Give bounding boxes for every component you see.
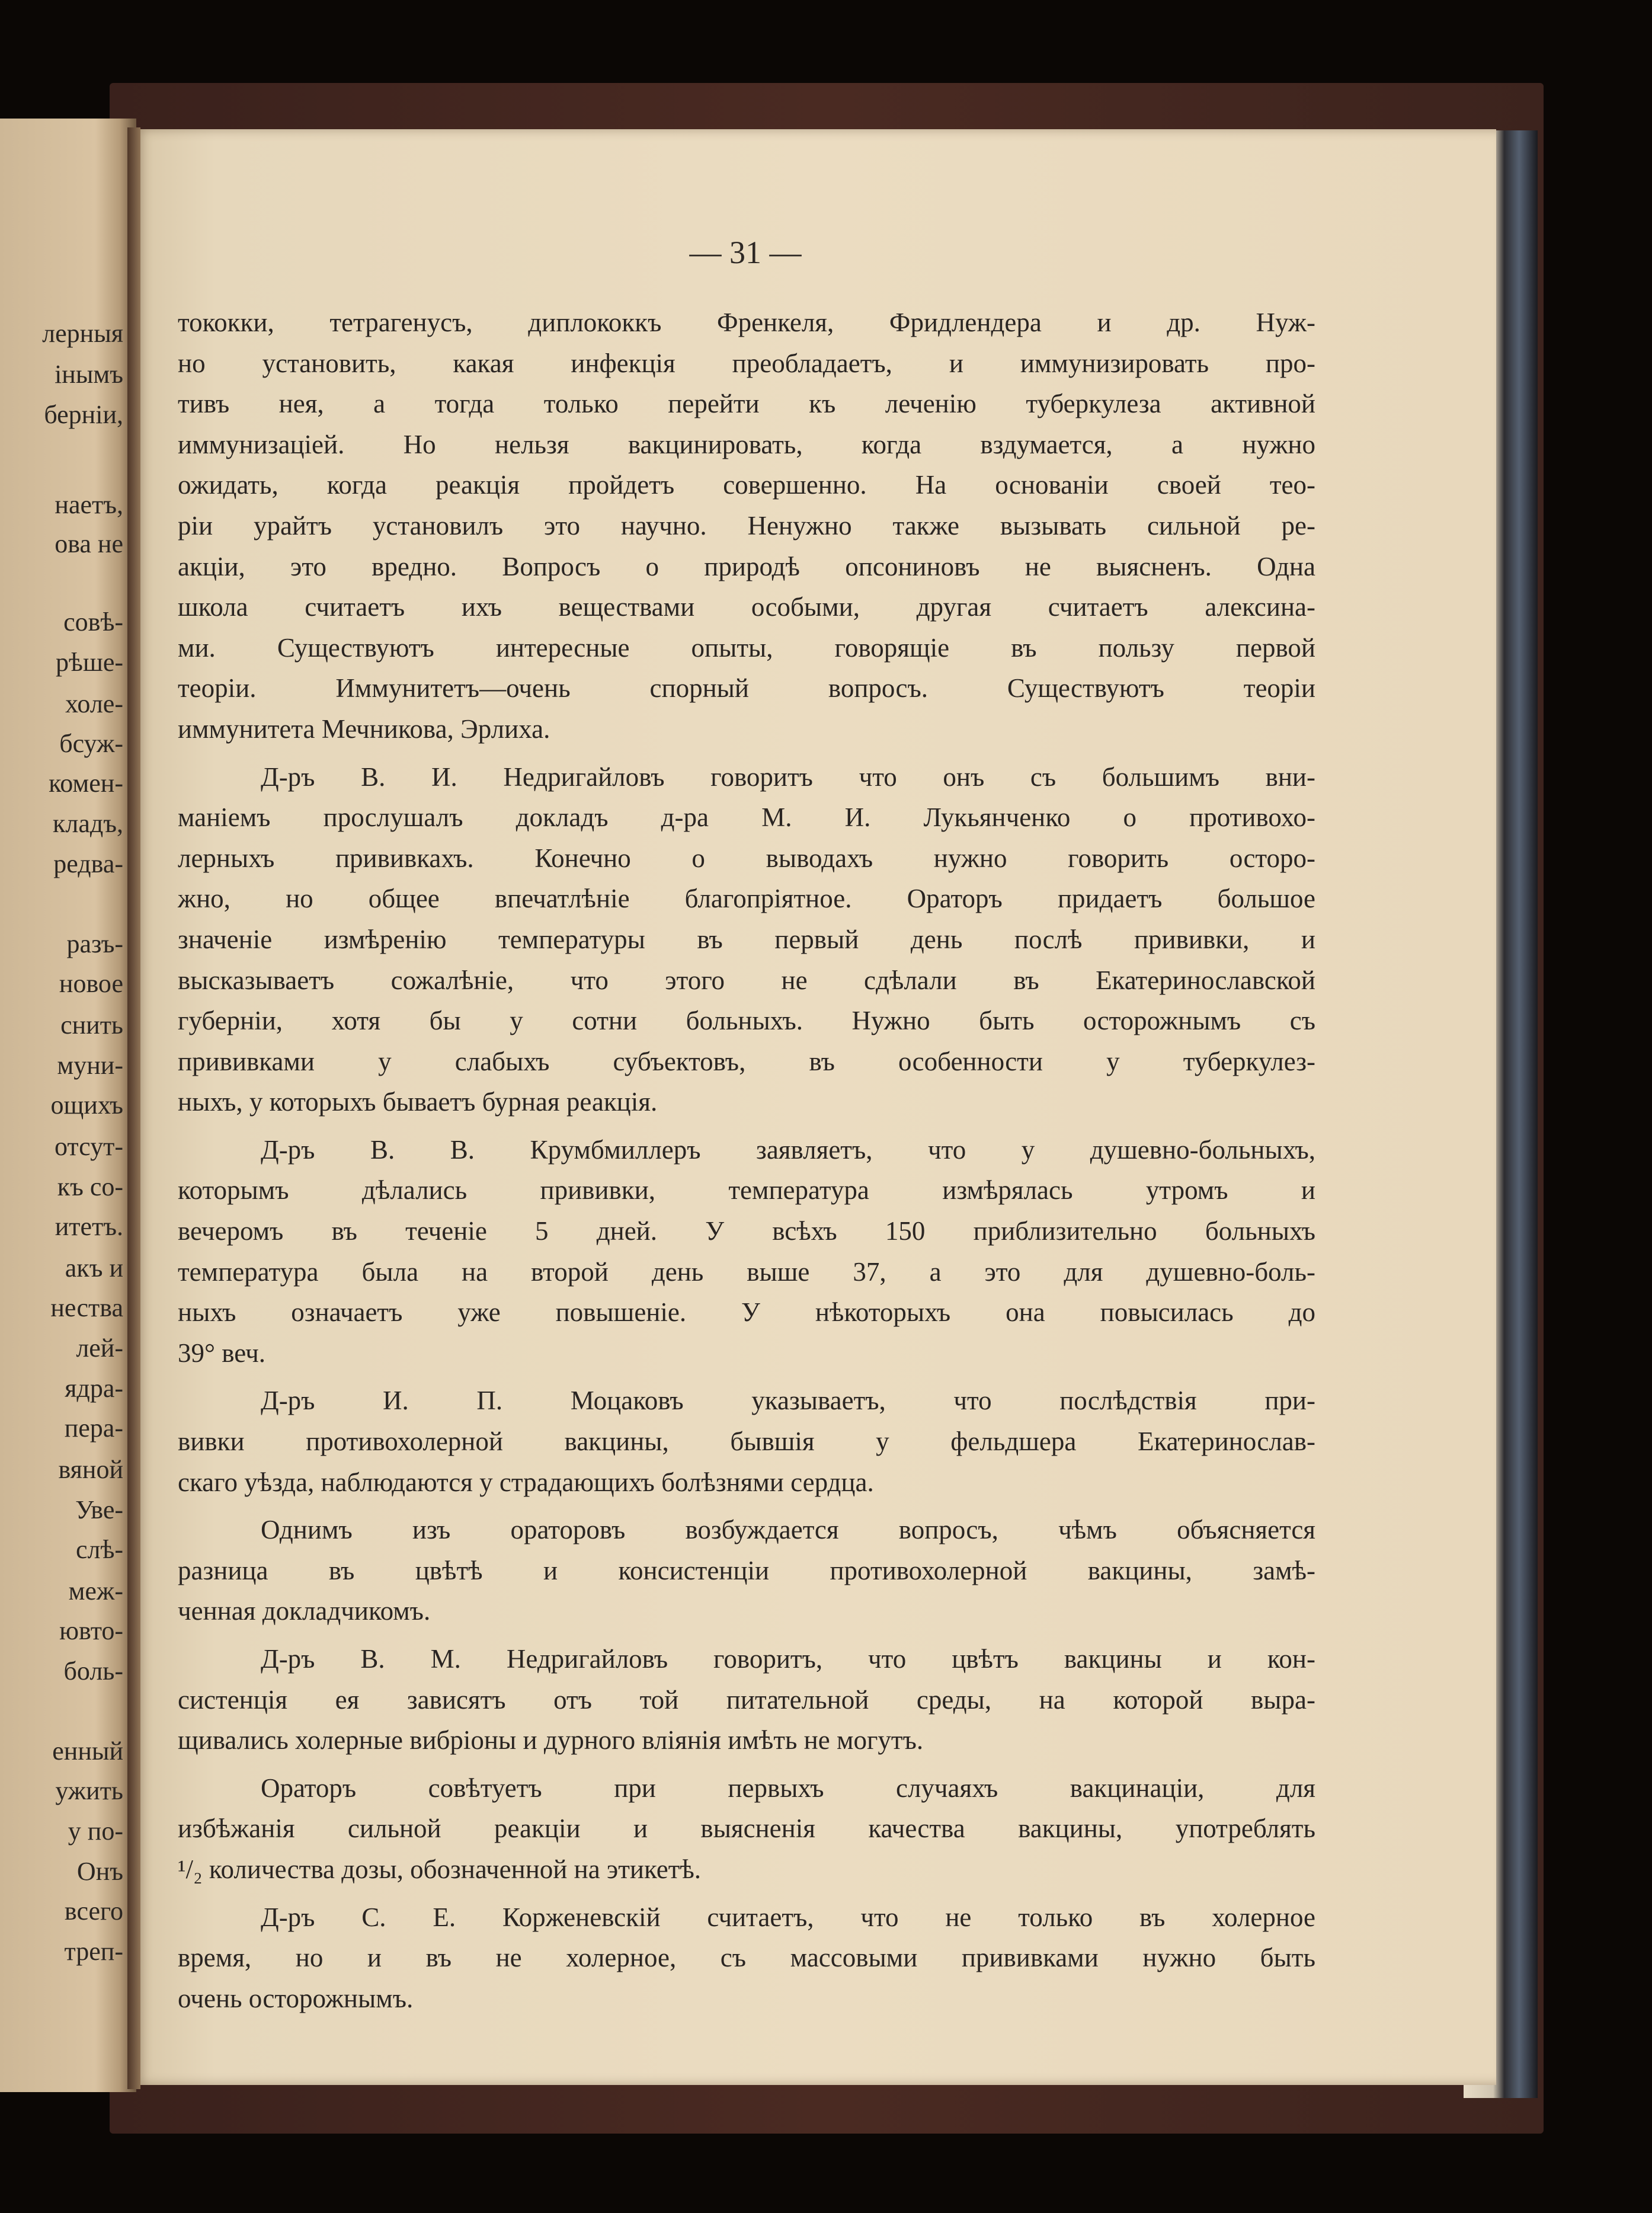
book-gutter [127,127,140,2089]
text-line: разница въ цвѣтѣ и консистенціи противохолерной вакцины, замѣ- [178,1555,1315,1585]
left-page-fragment: акъ и [65,1253,123,1283]
text-line: иммунитета Мечникова, Эрлиха. [178,714,550,744]
paragraph-first-line: Д-ръ В. М. Недригайловъ говоритъ, что цвѣтъ вакцины и кон- [261,1644,1315,1674]
left-page-fragment: вяной [58,1455,123,1484]
left-page-fragment: снить [60,1010,123,1040]
text-line: температура была на второй день выше 37, а это для душевно-боль- [178,1256,1315,1287]
left-page-fragment: лерныя [42,319,123,348]
left-page-fragment: холе- [65,689,123,718]
paragraph-first-line: Д-ръ В. И. Недригайловъ говоритъ что онъ съ большимъ вни- [261,762,1315,792]
left-page-fragment: отсут- [54,1132,123,1161]
left-page-fragment: всего [64,1897,123,1926]
left-page-fragment: новое [59,969,123,998]
left-page-fragment: лей- [76,1333,123,1363]
left-page-fragment: къ со- [57,1172,123,1201]
left-page-fragment: ощихъ [50,1090,123,1120]
text-line: вечеромъ въ теченіе 5 дней. У всѣхъ 150 приблизительно больныхъ [178,1216,1315,1246]
left-page-fragment: кладъ, [52,809,123,838]
text-line: ¹/₂ количества дозы, обозначенной на этикетѣ. [178,1854,702,1884]
left-page-fragment: комен- [49,769,123,798]
text-line: губерніи, хотя бы у сотни больныхъ. Нужно быть осторожнымъ съ [178,1006,1315,1036]
text-line: ожидать, когда реакція пройдетъ совершенно. На основаніи своей тео- [178,470,1315,500]
text-line: ченная докладчикомъ. [178,1596,431,1626]
paragraph-first-line: Д-ръ И. П. Моцаковъ указываетъ, что послѣдствія при- [261,1386,1315,1416]
text-line: щивались холерные вибріоны и дурного вліянія имѣть не могутъ. [178,1725,924,1755]
left-page-fragment: муни- [57,1051,123,1080]
left-page-fragment: енный [52,1736,123,1766]
text-line: жно, но общее впечатлѣніе благопріятное. Ораторъ придаетъ большое [178,884,1315,914]
left-page-fragment: рѣше- [56,648,123,677]
text-line: вивки противохолерной вакцины, бывшія у фельдшера Екатеринослав- [178,1427,1315,1457]
text-line: прививками у слабыхъ субъектовъ, въ особенности у туберкулез- [178,1046,1315,1076]
text-line: систенція ея зависятъ отъ той питательной среды, на которой выра- [178,1684,1315,1715]
text-line: тококки, тетрагенусъ, диплококкъ Френкеля, Фридлендера и др. Нуж- [178,308,1315,337]
left-page-fragment: боль- [63,1656,123,1686]
left-page-fragment: наетъ, [55,490,123,519]
left-page-fragment: ужить [55,1776,123,1805]
text-line: но установить, какая инфекція преобладаетъ, и иммунизировать про- [178,348,1315,378]
page-body-text [178,302,1315,2019]
text-line: тивъ нея, а тогда только перейти къ леченію туберкулеза активной [178,389,1315,419]
text-line: ныхъ означаетъ уже повышеніе. У нѣкоторыхъ она повысилась до [178,1297,1315,1328]
left-page-fragment: редва- [53,849,123,878]
paragraph-first-line: Д-ръ В. В. Крумбмиллеръ заявляетъ, что у душевно-больныхъ, [261,1134,1315,1165]
left-page-fragment: пера- [64,1413,123,1443]
left-page-fragment: меж- [68,1576,123,1606]
left-page [0,119,136,2092]
text-line: маніемъ прослушалъ докладъ д-ра М. И. Лукьянченко о противохо- [178,802,1315,833]
text-line: лерныхъ прививкахъ. Конечно о выводахъ нужно говорить осторо- [178,843,1315,873]
text-line: школа считаетъ ихъ веществами особыми, другая считаетъ алексина- [178,592,1315,622]
left-page-fragment: треп- [64,1937,123,1966]
left-page-fragment: Онъ [76,1857,123,1886]
left-page-fragment: итетъ. [55,1212,123,1241]
left-page-fragment: слѣ- [75,1535,123,1564]
left-page-fragment: бсуж- [59,729,123,758]
left-page-fragment: разъ- [66,929,123,958]
left-page-fragment: Уве- [75,1495,123,1524]
text-line: время, но и въ не холерное, съ массовыми прививками нужно быть [178,1943,1315,1973]
text-line: теоріи. Иммунитетъ—очень спорный вопросъ. Существуютъ теоріи [178,673,1315,703]
paragraph-first-line: Д-ръ С. Е. Корженевскій считаетъ, что не только въ холерное [261,1902,1315,1932]
text-line: 39° веч. [178,1338,265,1368]
paragraph-first-line: Ораторъ совѣтуетъ при первыхъ случаяхъ вакцинаціи, для [261,1773,1315,1803]
left-page-fragment: совѣ- [63,607,123,637]
text-line: скаго уѣзда, наблюдаются у страдающихъ болѣзнями сердца. [178,1467,874,1497]
paragraph-first-line: Однимъ изъ ораторовъ возбуждается вопросъ, чѣмъ объясняется [261,1515,1315,1545]
left-page-fragment: берніи, [44,400,123,429]
text-line: избѣжанія сильной реакціи и выясненія качества вакцины, употреблять [178,1814,1315,1844]
text-line: высказываетъ сожалѣніе, что этого не сдѣлали въ Екатеринославской [178,965,1315,995]
page-number: — 31 — [689,235,802,270]
text-line: ріи урайтъ установилъ это научно. Ненужно также вызывать сильной ре- [178,510,1315,541]
text-line: очень осторожнымъ. [178,1983,414,2013]
left-page-fragment: ювто- [59,1616,123,1645]
text-line: значеніе измѣренію температуры въ первый день послѣ прививки, и [178,924,1315,954]
left-page-fragment: ядра- [65,1374,123,1403]
text-line: ныхъ, у которыхъ бываетъ бурная реакція. [178,1087,658,1117]
text-line: иммунизаціей. Но нельзя вакцинировать, когда вздумается, а нужно [178,429,1315,459]
left-page-fragment: ова не [55,529,123,558]
text-line: ми. Существуютъ интересные опыты, говорящіе въ пользу первой [178,632,1315,663]
left-page-fragment: у по- [68,1817,123,1846]
left-page-fragment: нества [50,1293,123,1322]
text-line: акціи, это вредно. Вопросъ о природѣ опсониновъ не выясненъ. Одна [178,551,1315,581]
text-line: которымъ дѣлались прививки, температура измѣрялась утромъ и [178,1175,1315,1205]
left-page-fragment: інымъ [55,360,123,389]
